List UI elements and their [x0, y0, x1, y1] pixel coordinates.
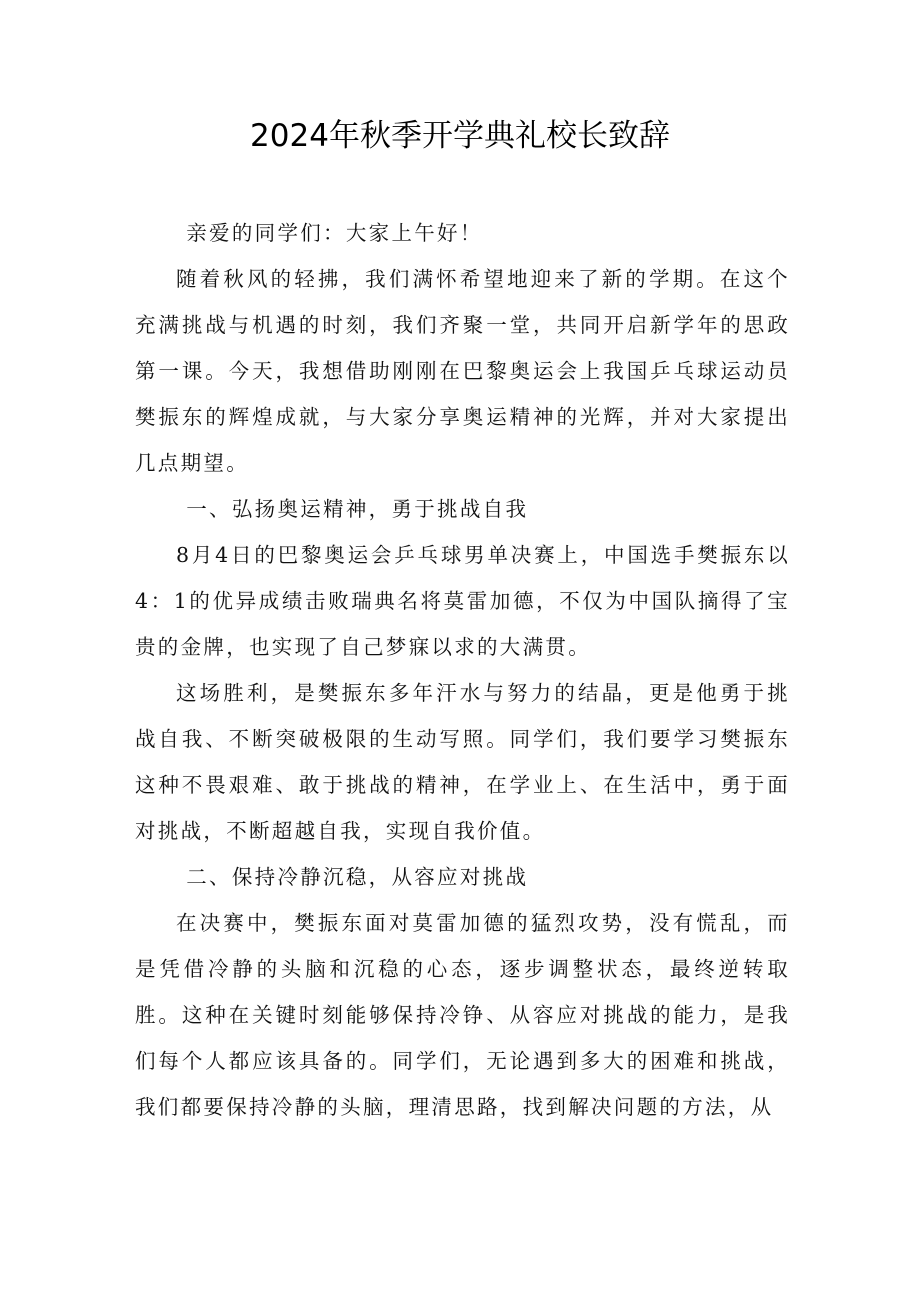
document-title: 2024年秋季开学典礼校长致辞	[250, 118, 670, 154]
section-heading-1: 一、弘扬奥运精神，勇于挑战自我	[186, 497, 529, 521]
document-body	[135, 210, 790, 1130]
paragraph-final-match: 8月4日的巴黎奥运会乒乓球男单决赛上，中国选手樊振东以4：1的优异成绩击败瑞典名将莫雷加德，不仅为中国队摘得了宝贵的金牌，也实现了自己梦寐以求的大满贯。	[135, 543, 790, 659]
paragraph-victory: 这场胜利，是樊振东多年汗水与努力的结晶，更是他勇于挑战自我、不断突破极限的生动写照。同学们，我们要学习樊振东这种不畏艰难、敢于挑战的精神，在学业上、在生活中，勇于面对挑战，不断超越自我，实现自我价值。	[135, 681, 790, 843]
paragraph-intro: 随着秋风的轻拂，我们满怀希望地迎来了新的学期。在这个充满挑战与机遇的时刻，我们齐聚一堂，共同开启新学年的思政第一课。今天，我想借助刚刚在巴黎奥运会上我国乒乓球运动员樊振东的辉煌成就，与大家分享奥运精神的光辉，并对大家提出几点期望。	[135, 267, 790, 475]
paragraph-composure: 在决赛中，樊振东面对莫雷加德的猛烈攻势，没有慌乱，而是凭借冷静的头脑和沉稳的心态，逐步调整状态，最终逆转取胜。这种在关键时刻能够保持冷铮、从容应对挑战的能力，是我们每个人都应该具备的。同学们，无论遇到多大的困难和挑战，我们都要保持冷静的头脑，理清思路，找到解决问题的方法，从	[135, 911, 790, 1119]
section-heading-2: 二、保持冷静沉稳，从容应对挑战	[186, 865, 529, 889]
salutation: 亲爱的同学们：大家上午好！	[186, 221, 483, 245]
